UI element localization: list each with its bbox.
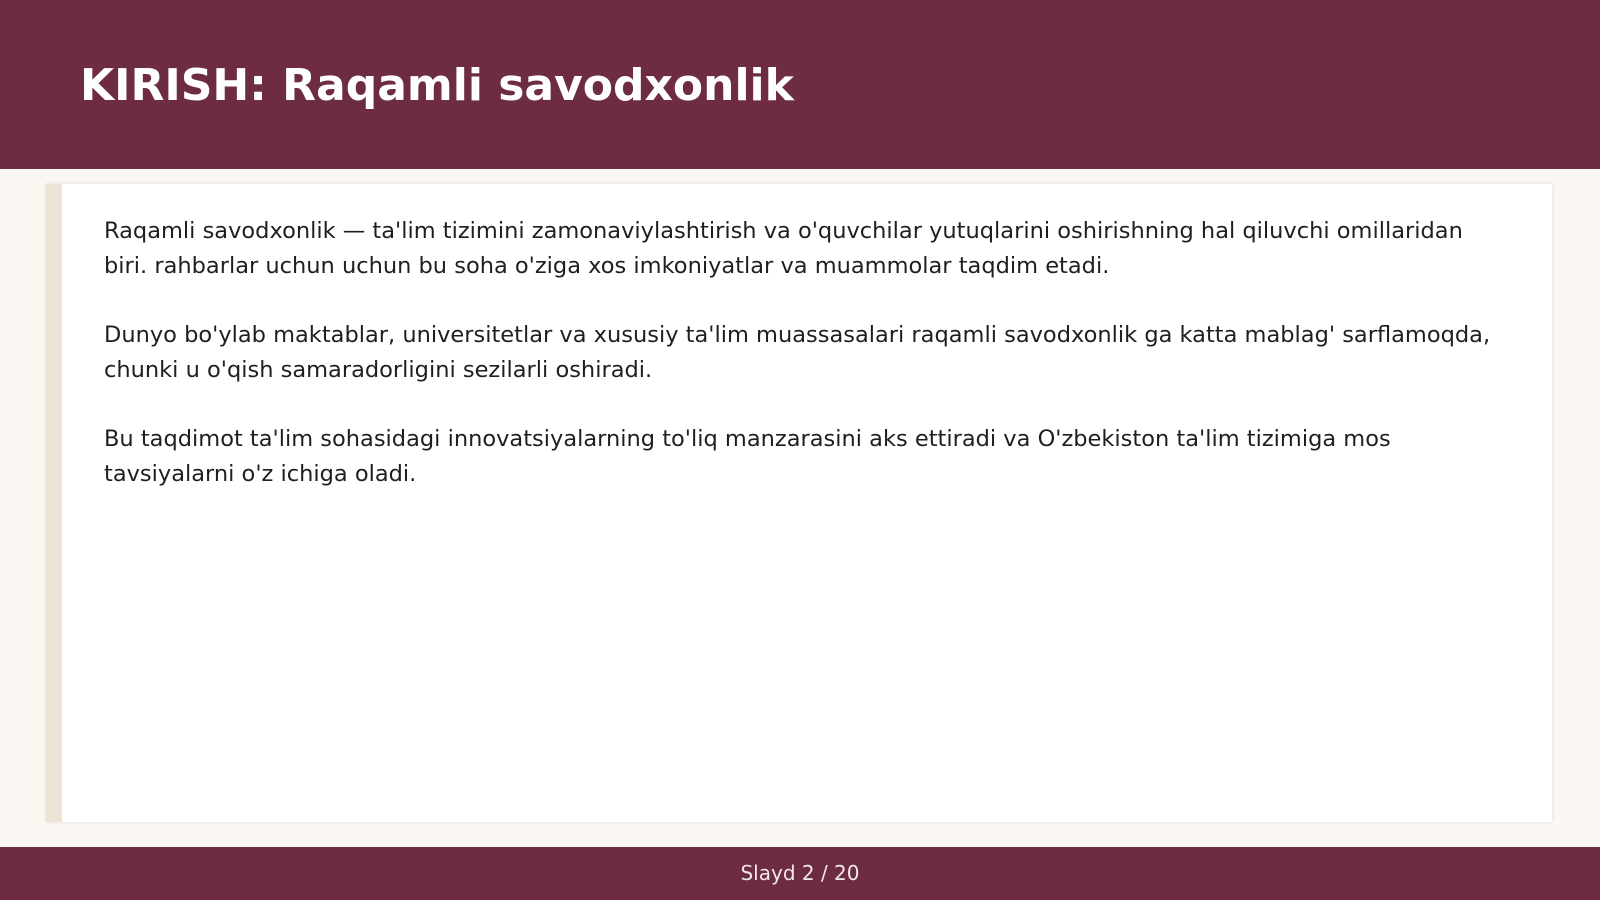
paragraph-intro: Raqamli savodxonlik — ta'lim tizimini zamonaviylashtirish va o'quvchilar yutuqlarini oshirishning hal qiluvchi omillaridan biri. rahbarlar uchun uchun bu soha o'ziga xos imkoniyatlar va muammolar taqdim etadi. bbox=[104, 218, 1463, 279]
slide-header bbox=[0, 0, 1600, 169]
slide-title: KIRISH: Raqamli savodxonlik bbox=[80, 60, 794, 111]
slide-footer bbox=[0, 847, 1600, 900]
content-card bbox=[46, 184, 1552, 822]
paragraph-summary: Bu taqdimot ta'lim sohasidagi innovatsiyalarning to'liq manzarasini aks ettiradi va O'zbekiston ta'lim tizimiga mos tavsiyalarni o'z ichiga oladi. bbox=[104, 426, 1391, 487]
slide-counter: Slayd 2 / 20 bbox=[740, 861, 860, 885]
paragraph-investment: Dunyo bo'ylab maktablar, universitetlar va xususiy ta'lim muassasalari raqamli savodxonlik ga katta mablag' sarflamoqda, chunki u o'qish samaradorligini sezilarli oshiradi. bbox=[104, 322, 1491, 383]
